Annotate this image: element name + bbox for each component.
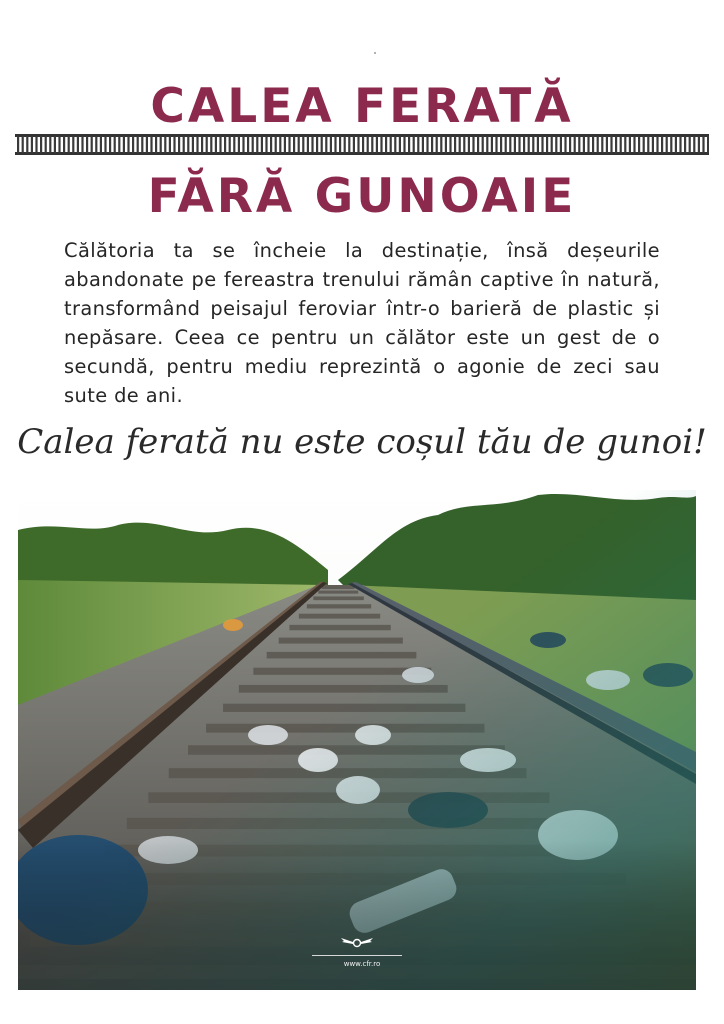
- rail-tie: [173, 136, 175, 153]
- rail-tie: [569, 136, 571, 153]
- rail-tie: [597, 136, 599, 153]
- rail-tie: [408, 136, 410, 153]
- rail-tie: [31, 136, 33, 153]
- rail-tie: [574, 136, 576, 153]
- rail-tie: [463, 136, 465, 153]
- rail-tie: [638, 136, 640, 153]
- rail-tie: [698, 136, 700, 153]
- rail-tie: [141, 136, 143, 153]
- rail-tie: [270, 136, 272, 153]
- rail-tie: [72, 136, 74, 153]
- rail-tie: [629, 136, 631, 153]
- rail-tie: [624, 136, 626, 153]
- rail-tie: [390, 136, 392, 153]
- rail-tie: [284, 136, 286, 153]
- rail-tie: [279, 136, 281, 153]
- rail-tie: [532, 136, 534, 153]
- rail-tie: [109, 136, 111, 153]
- rail-tie: [403, 136, 405, 153]
- rail-tie: [431, 136, 433, 153]
- rail-tie: [252, 136, 254, 153]
- rail-tie: [643, 136, 645, 153]
- rail-tie: [578, 136, 580, 153]
- rail-tie: [647, 136, 649, 153]
- rail-tie: [224, 136, 226, 153]
- rail-tie: [486, 136, 488, 153]
- rail-tie: [150, 136, 152, 153]
- rail-tie: [675, 136, 677, 153]
- rail-tie: [114, 136, 116, 153]
- rail-tie: [22, 136, 24, 153]
- rail-tie: [91, 136, 93, 153]
- rail-tie: [468, 136, 470, 153]
- rail-tie: [560, 136, 562, 153]
- rail-tie: [495, 136, 497, 153]
- rail-tie: [587, 136, 589, 153]
- rail-tie: [77, 136, 79, 153]
- rail-tie: [298, 136, 300, 153]
- rail-tie: [601, 136, 603, 153]
- rail-tie: [183, 136, 185, 153]
- rail-tie: [261, 136, 263, 153]
- rail-tie: [426, 136, 428, 153]
- rail-tie: [436, 136, 438, 153]
- rail-tie: [192, 136, 194, 153]
- rail-tie: [693, 136, 695, 153]
- rail-tie: [541, 136, 543, 153]
- rail-tie: [449, 136, 451, 153]
- rail-tie: [440, 136, 442, 153]
- rail-tie: [54, 136, 56, 153]
- rail-tie: [394, 136, 396, 153]
- rail-tie: [689, 136, 691, 153]
- rail-tie: [256, 136, 258, 153]
- rail-tie: [656, 136, 658, 153]
- rail-tie: [275, 136, 277, 153]
- rail-tie: [385, 136, 387, 153]
- cfr-logo-icon: [340, 934, 374, 950]
- rail-tie: [68, 136, 70, 153]
- rail-tie: [661, 136, 663, 153]
- rail-tie: [45, 136, 47, 153]
- rail-tie: [215, 136, 217, 153]
- rail-tie: [238, 136, 240, 153]
- rail-tie: [615, 136, 617, 153]
- rail-tie: [210, 136, 212, 153]
- rail-tie: [339, 136, 341, 153]
- rail-tie: [523, 136, 525, 153]
- rail-tie: [509, 136, 511, 153]
- rail-tie: [459, 136, 461, 153]
- rail-tie: [100, 136, 102, 153]
- rail-tie: [620, 136, 622, 153]
- rail-tie: [514, 136, 516, 153]
- rail-tie: [707, 136, 709, 153]
- rail-tie: [454, 136, 456, 153]
- rail-tie: [160, 136, 162, 153]
- rail-tie: [58, 136, 60, 153]
- rail-tie: [666, 136, 668, 153]
- rail-tie: [86, 136, 88, 153]
- rail-tie: [684, 136, 686, 153]
- rail-tie: [422, 136, 424, 153]
- rail-tie: [537, 136, 539, 153]
- rail-tie: [219, 136, 221, 153]
- page-title-line-1: CALEA FERATĂ: [150, 79, 574, 134]
- rail-tie: [551, 136, 553, 153]
- page-title-line-2: FĂRĂ GUNOAIE: [147, 169, 577, 224]
- rail-tie: [302, 136, 304, 153]
- rail-tie: [229, 136, 231, 153]
- rail-tie: [178, 136, 180, 153]
- rail-tie: [127, 136, 129, 153]
- rail-tie: [380, 136, 382, 153]
- rail-tie: [132, 136, 134, 153]
- rail-tie: [652, 136, 654, 153]
- rail-tie: [146, 136, 148, 153]
- rail-tie: [233, 136, 235, 153]
- rail-tie: [63, 136, 65, 153]
- rail-tie: [564, 136, 566, 153]
- rail-tie: [399, 136, 401, 153]
- rail-tie: [500, 136, 502, 153]
- rail-tie: [169, 136, 171, 153]
- rail-tie: [417, 136, 419, 153]
- rail-tie: [610, 136, 612, 153]
- rail-tie: [17, 136, 19, 153]
- rail-tie: [583, 136, 585, 153]
- rail-tie: [472, 136, 474, 153]
- rail-tie: [357, 136, 359, 153]
- rail-tie: [555, 136, 557, 153]
- rail-tie: [679, 136, 681, 153]
- rail-tie: [702, 136, 704, 153]
- rail-tie: [293, 136, 295, 153]
- rail-tie: [482, 136, 484, 153]
- intro-paragraph: Călătoria ta se încheie la destinație, însă deșeurile abandonate pe fereastra trenului rămân captive în natură, transformând peisajul feroviar într-o barieră de plastic și nepăsare. Ceea ce pentru un călător este un gest de o secundă, pentru mediu reprezintă o agonie de zeci sau sute de ani.: [64, 239, 660, 407]
- rail-tie: [348, 136, 350, 153]
- rail-tie: [518, 136, 520, 153]
- rail-tie: [546, 136, 548, 153]
- rail-tie: [362, 136, 364, 153]
- rail-tie: [316, 136, 318, 153]
- rail-tie: [123, 136, 125, 153]
- rail-tie: [325, 136, 327, 153]
- rail-tie: [413, 136, 415, 153]
- rail-tie: [26, 136, 28, 153]
- rail-tie: [40, 136, 42, 153]
- rail-tie: [344, 136, 346, 153]
- railway-litter-photo: [18, 490, 696, 990]
- rail-tie: [187, 136, 189, 153]
- footer-url: www.cfr.ro: [343, 960, 381, 968]
- rail-tie: [247, 136, 249, 153]
- rail-tie: [35, 136, 37, 153]
- rail-tie: [371, 136, 373, 153]
- footer-divider: [312, 955, 402, 956]
- rail-tie: [321, 136, 323, 153]
- rail-tie: [477, 136, 479, 153]
- rail-tie: [670, 136, 672, 153]
- rail-tie: [367, 136, 369, 153]
- rail-tie: [104, 136, 106, 153]
- rail-tie: [376, 136, 378, 153]
- rail-tie: [118, 136, 120, 153]
- rail-tie: [155, 136, 157, 153]
- rail-tie: [201, 136, 203, 153]
- rail-tie: [288, 136, 290, 153]
- rail-tie: [81, 136, 83, 153]
- rail-tie: [491, 136, 493, 153]
- rail-tie: [242, 136, 244, 153]
- rail-tie: [137, 136, 139, 153]
- rail-tie: [265, 136, 267, 153]
- rail-tie: [95, 136, 97, 153]
- rail-tie: [592, 136, 594, 153]
- slogan: Calea ferată nu este coșul tău de gunoi!: [17, 422, 707, 462]
- rail-tie: [307, 136, 309, 153]
- rail-tie: [633, 136, 635, 153]
- rail-tie: [49, 136, 51, 153]
- rail-tie: [330, 136, 332, 153]
- rail-tie: [505, 136, 507, 153]
- rail-tie: [206, 136, 208, 153]
- rail-tie: [164, 136, 166, 153]
- speck: [374, 52, 376, 54]
- rail-tie: [445, 136, 447, 153]
- rail-tie: [334, 136, 336, 153]
- rail-tie: [196, 136, 198, 153]
- rail-tie: [353, 136, 355, 153]
- railroad-track-icon: [15, 132, 709, 157]
- rail-tie: [528, 136, 530, 153]
- rail-tie: [311, 136, 313, 153]
- rail-tie: [606, 136, 608, 153]
